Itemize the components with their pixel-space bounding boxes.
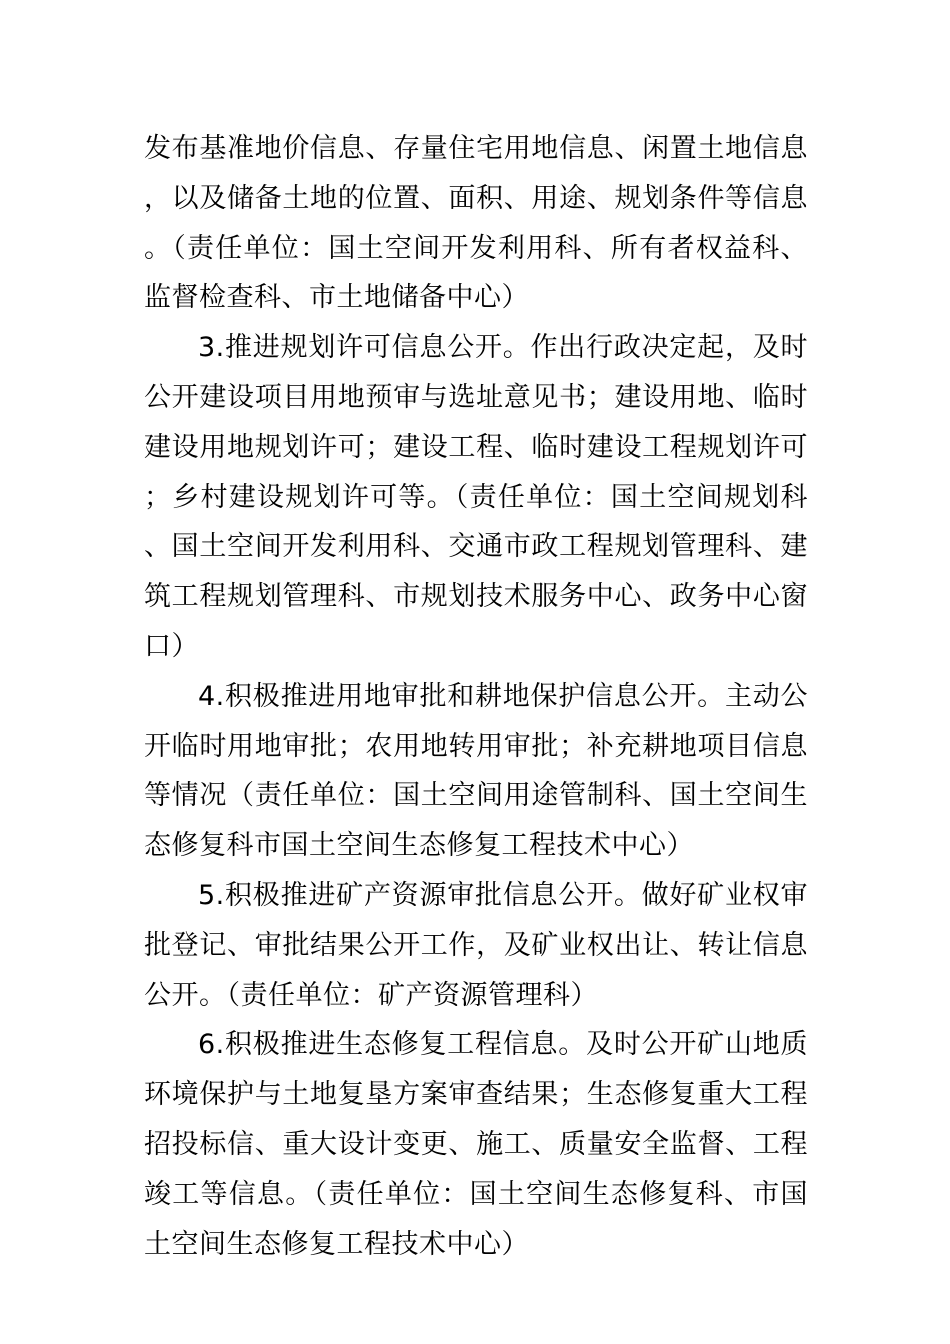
document-page (144, 124, 808, 1269)
paragraph-item-3: 3.推进规划许可信息公开。作出行政决定起，及时公开建设项目用地预审与选址意见书；建设用地、临时建设用地规划许可；建设工程、临时建设工程规划许可；乡村建设规划许可等。（责任单位：国土空间规划科、国土空间开发利用科、交通市政工程规划管理科、建筑工程规划管理科、市规划技术服务中心、政务中心窗口） (144, 332, 808, 662)
paragraph-item-5: 5.积极推进矿产资源审批信息公开。做好矿业权审批登记、审批结果公开工作，及矿业权出让、转让信息公开。（责任单位：矿产资源管理科） (144, 879, 808, 1011)
paragraph-item-4: 4.积极推进用地审批和耕地保护信息公开。主动公开临时用地审批；农用地转用审批；补充耕地项目信息等情况（责任单位：国土空间用途管制科、国土空间生态修复科市国土空间生态修复工程技术中心） (144, 680, 808, 862)
paragraph-continuation: 发布基准地价信息、存量住宅用地信息、闲置土地信息，以及储备土地的位置、面积、用途、规划条件等信息。（责任单位：国土空间开发利用科、所有者权益科、监督检查科、市土地储备中心） (144, 133, 808, 314)
paragraph-item-6: 6.积极推进生态修复工程信息。及时公开矿山地质环境保护与土地复垦方案审查结果；生态修复重大工程招投标信、重大设计变更、施工、质量安全监督、工程竣工等信息。（责任单位：国土空间生态修复科、市国土空间生态修复工程技术中心） (144, 1029, 808, 1260)
